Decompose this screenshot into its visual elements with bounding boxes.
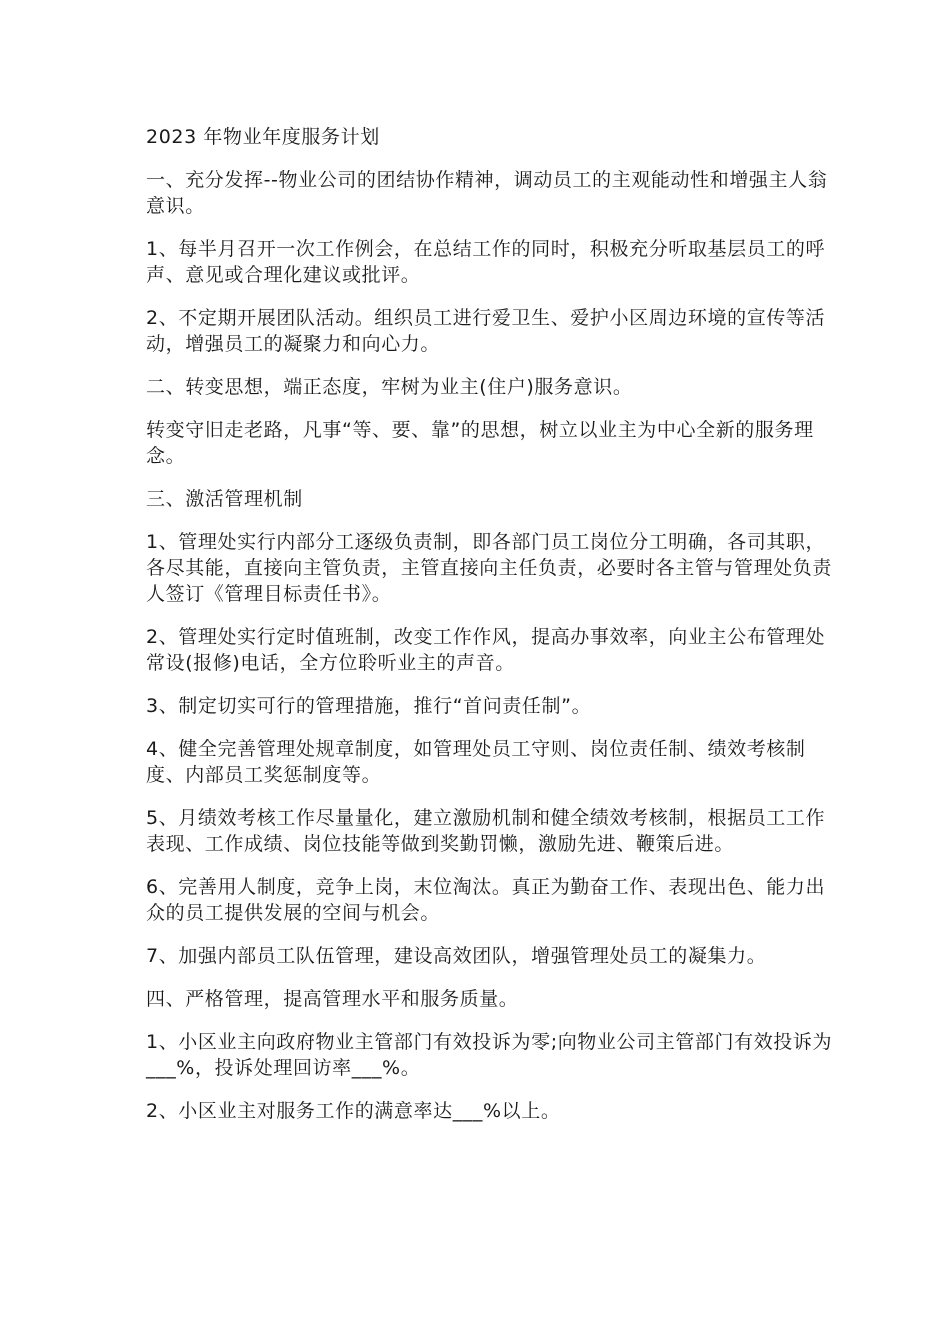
document-title: 2023 年物业年度服务计划 (146, 126, 380, 148)
paragraph: 5、月绩效考核工作尽量量化，建立激励机制和健全绩效考核制，根据员工工作表现、工作成绩、岗位技能等做到奖勤罚懒，激励先进、鞭策后进。 (146, 807, 826, 855)
paragraph: 2、管理处实行定时值班制，改变工作作风，提高办事效率，向业主公布管理处常设(报修)电话，全方位聆听业主的声音。 (146, 626, 826, 674)
section-heading-4: 四、严格管理，提高管理水平和服务质量。 (146, 988, 519, 1010)
paragraph: 2、不定期开展团队活动。组织员工进行爱卫生、爱护小区周边环境的宣传等活动，增强员工的凝聚力和向心力。 (146, 307, 826, 355)
section-heading-1: 一、充分发挥--物业公司的团结协作精神，调动员工的主观能动性和增强主人翁意识。 (146, 169, 828, 217)
paragraph: 2、小区业主对服务工作的满意率达___%以上。 (146, 1100, 561, 1122)
paragraph: 1、管理处实行内部分工逐级负责制，即各部门员工岗位分工明确，各司其职，各尽其能，直接向主管负责，主管直接向主任负责，必要时各主管与管理处负责人签订《管理目标责任书》。 (146, 531, 833, 605)
paragraph: 4、健全完善管理处规章制度，如管理处员工守则、岗位责任制、绩效考核制度、内部员工奖惩制度等。 (146, 738, 806, 786)
section-heading-3: 三、激活管理机制 (146, 488, 303, 510)
paragraph: 转变守旧走老路，凡事“等、要、靠”的思想，树立以业主为中心全新的服务理念。 (146, 419, 814, 467)
document-body (146, 124, 836, 1141)
paragraph: 1、小区业主向政府物业主管部门有效投诉为零;向物业公司主管部门有效投诉为___%，投诉处理回访率___%。 (146, 1031, 833, 1079)
paragraph: 6、完善用人制度，竞争上岗，末位淘汰。真正为勤奋工作、表现出色、能力出众的员工提供发展的空间与机会。 (146, 876, 826, 924)
section-heading-2: 二、转变思想，端正态度，牢树为业主(住户)服务意识。 (146, 376, 633, 398)
paragraph: 3、制定切实可行的管理措施，推行“首问责任制”。 (146, 695, 592, 717)
paragraph: 1、每半月召开一次工作例会，在总结工作的同时，积极充分听取基层员工的呼声、意见或合理化建议或批评。 (146, 238, 826, 286)
paragraph: 7、加强内部员工队伍管理，建设高效团队，增强管理处员工的凝集力。 (146, 945, 767, 967)
